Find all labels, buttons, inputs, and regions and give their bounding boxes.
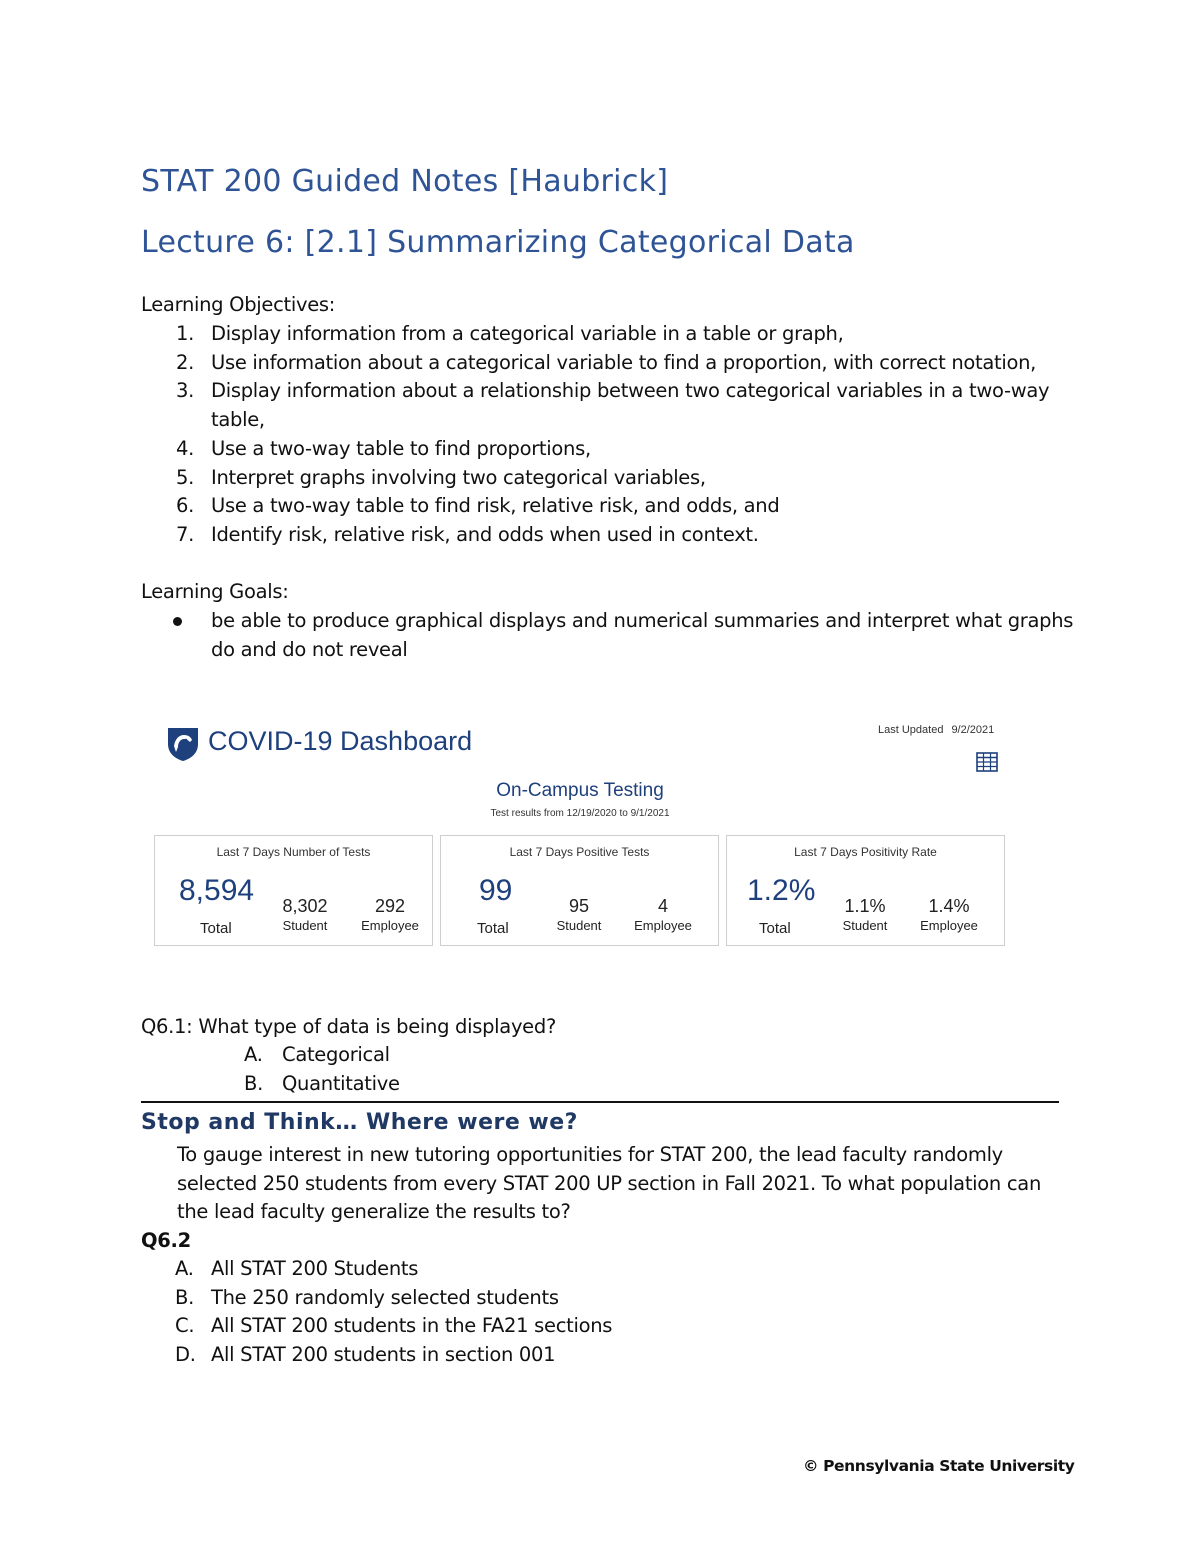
list-item: D. All STAT 200 students in section 001 (175, 1343, 556, 1367)
positive-employee: 4 (657, 896, 668, 916)
dashboard-subheading: Test results from 12/19/2020 to 9/1/2021 (490, 808, 670, 819)
stop-and-think-paragraph: To gauge interest in new tutoring opportunities for STAT 200, the lead faculty randomly selected 250 students from every STAT 200 UP section in Fall 2021. To what population can the lead faculty generalize the results to? (177, 1143, 1042, 1224)
last-updated: Last Updated 9/2/2021 (878, 724, 995, 736)
list-item: A. Categorical (244, 1043, 390, 1066)
list-item: 7. Identify risk, relative risk, and odds when used in context. (176, 522, 759, 546)
positive-student: 95 (568, 896, 590, 916)
q61-options (210, 1041, 400, 1098)
list-item: 5. Interpret graphs involving two categorical variables, (176, 465, 706, 489)
positive-card: Last 7 Days Positive Tests 99 Total 95 Student 4 Employee (440, 835, 719, 946)
question-6-2-label: Q6.2 (141, 1229, 191, 1252)
question-6-1: Q6.1: What type of data is being displayed? (141, 1015, 557, 1038)
tests-student: 8,302 (282, 896, 328, 916)
tests-card: Last 7 Days Number of Tests 8,594 Total 8,302 Student 292 Employee (154, 835, 433, 946)
objectives-list (141, 320, 1081, 550)
page-title: STAT 200 Guided Notes [Haubrick] (141, 164, 669, 199)
list-item: 2. Use information about a categorical variable to find a proportion, with correct notation, (176, 350, 1037, 374)
positivity-card: Last 7 Days Positivity Rate 1.2% Total 1.1% Student 1.4% Employee (726, 835, 1005, 946)
stop-and-think-heading: Stop and Think… Where were we? (141, 1110, 578, 1135)
section-divider (141, 1101, 1059, 1103)
bullet-icon (173, 617, 182, 626)
copyright-footer: © Pennsylvania State University (803, 1457, 1075, 1475)
table-view-icon[interactable] (976, 752, 998, 772)
positivity-student: 1.1% (844, 896, 886, 916)
list-item: B. The 250 randomly selected students (175, 1285, 559, 1309)
goals-label: Learning Goals: (141, 580, 289, 603)
list-item: 6. Use a two-way table to find risk, relative risk, and odds, and (176, 494, 780, 518)
list-item: 4. Use a two-way table to find proportions, (176, 436, 591, 460)
covid-dashboard (150, 718, 1010, 958)
objectives-label: Learning Objectives: (141, 293, 336, 316)
tests-total: 8,594 (179, 874, 255, 907)
positive-total: 99 (479, 874, 513, 907)
list-item: C. All STAT 200 students in the FA21 sections (175, 1314, 613, 1338)
list-item: be able to produce graphical displays and numerical summaries and interpret what graphs do and do not reveal (141, 607, 1081, 664)
dashboard-title: COVID-19 Dashboard (208, 726, 473, 756)
positivity-employee: 1.4% (928, 896, 970, 916)
positivity-total: 1.2% (747, 874, 816, 907)
goals-list (141, 607, 1081, 664)
q62-options (141, 1255, 612, 1370)
lecture-title: Lecture 6: [2.1] Summarizing Categorical Data (141, 225, 855, 260)
list-item: A. All STAT 200 Students (175, 1257, 419, 1280)
dashboard-heading: On-Campus Testing (496, 780, 664, 801)
tests-employee: 292 (374, 896, 406, 916)
penn-state-shield-icon (166, 726, 200, 762)
list-item: B. Quantitative (244, 1071, 400, 1095)
list-item: 1. Display information from a categorical variable in a table or graph, (176, 322, 844, 345)
list-item: 3. Display information about a relationship between two categorical variables in a two-way table, (176, 379, 1050, 432)
